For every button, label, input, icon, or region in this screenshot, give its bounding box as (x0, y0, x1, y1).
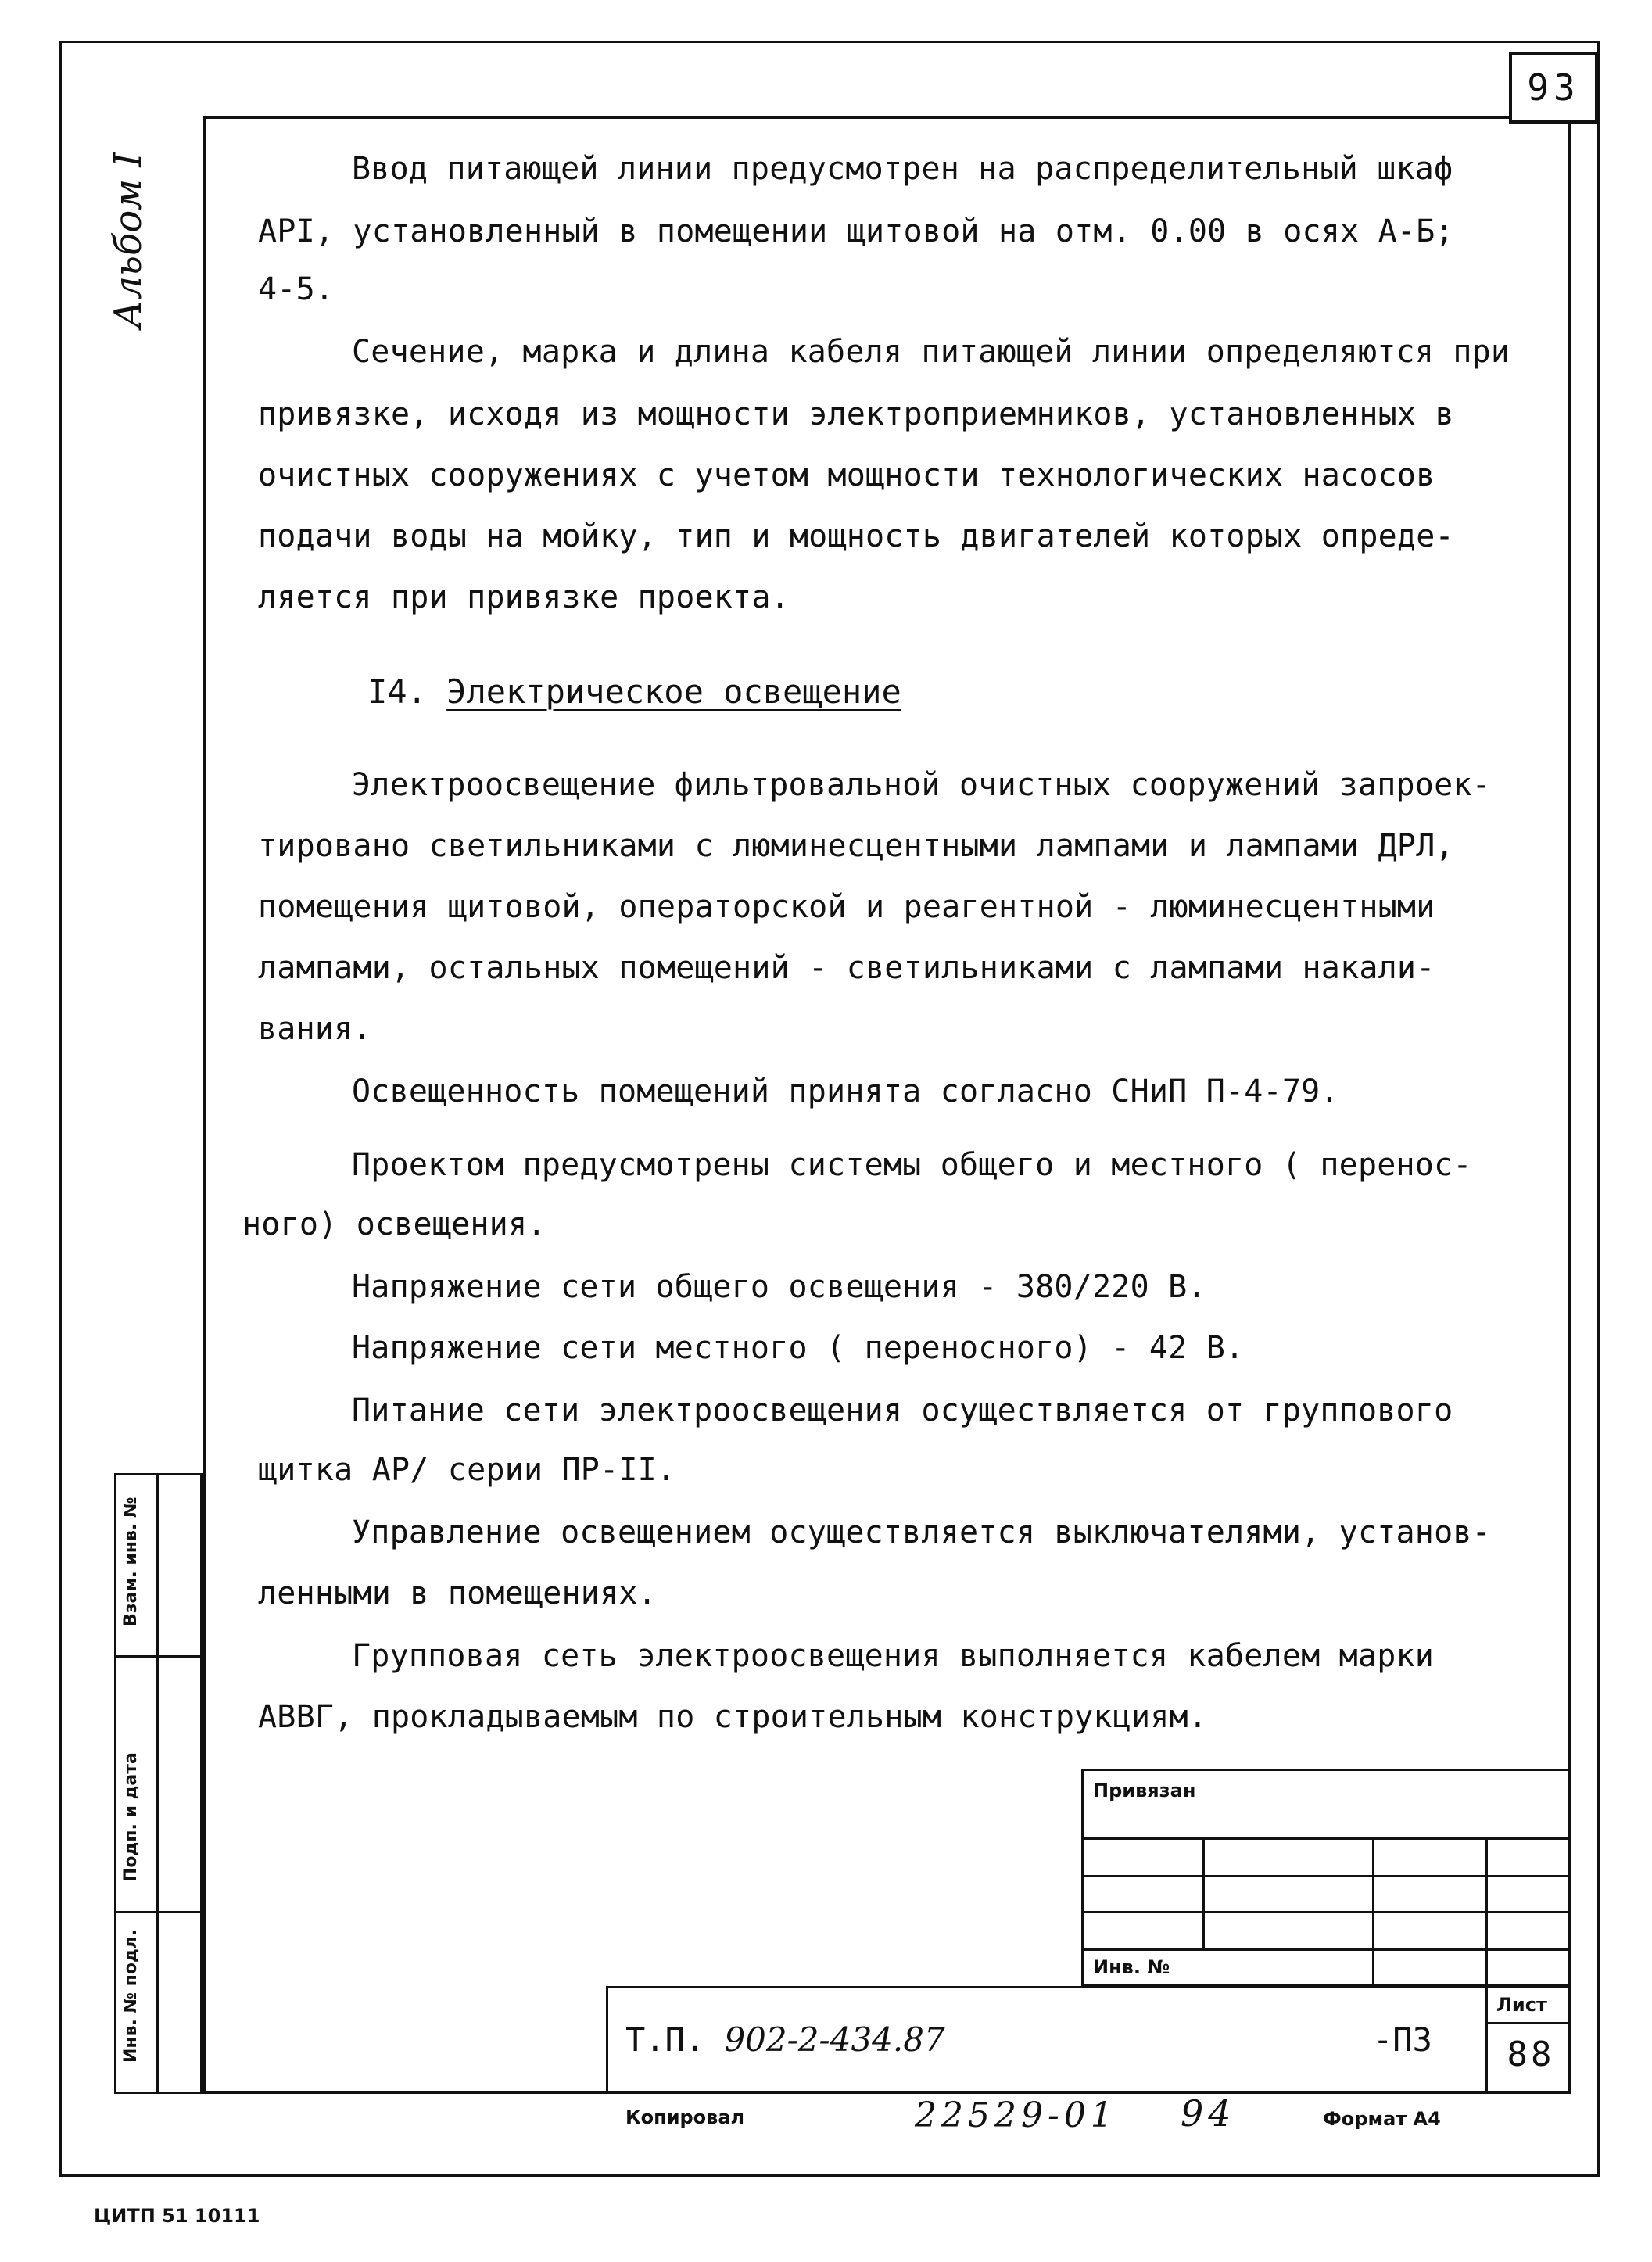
line: АРI, установленный в помещении щитовой на отм. 0.00 в осях А-Б; (258, 213, 1454, 249)
line: Освещенность помещений принята согласно СНиП П-4-79. (352, 1074, 1339, 1109)
line: Напряжение сети местного ( переносного) - 42 В. (352, 1330, 1245, 1366)
line: Проектом предусмотрены системы общего и местного ( перенос- (352, 1147, 1472, 1183)
line: Напряжение сети общего освещения - 380/220 В. (352, 1269, 1206, 1305)
grid-line (1202, 1837, 1205, 1948)
line: лампами, остальных помещений - светильниками с лампами накали- (258, 950, 1435, 986)
privyazan-label: Привязан (1093, 1780, 1196, 1801)
inv-no-label: Инв. № (1093, 1956, 1170, 1978)
line: ленными в помещениях. (258, 1576, 657, 1611)
album-label: Альбом I (106, 152, 150, 328)
line: Питание сети электроосвещения осуществляется от группового (352, 1393, 1453, 1429)
strip-label-vzam: Взам. инв. № (121, 1497, 141, 1626)
order-number: 22529-01 (915, 2095, 1117, 2135)
copy-page-number: 94 (1181, 2092, 1236, 2135)
line: АВВГ, прокладываемым по строительным конструкциям. (258, 1699, 1208, 1735)
strip-podp-data (114, 1655, 203, 1913)
strip-inv-podl (114, 1911, 203, 2094)
strip-vzam-inv (114, 1473, 203, 1658)
kopiroval-label: Копировал (625, 2106, 745, 2128)
line: Ввод питающей линии предусмотрен на распределительный шкаф (352, 151, 1453, 187)
line: Групповая сеть электроосвещения выполняется кабелем марки (352, 1638, 1435, 1674)
line: Сечение, марка и длина кабеля питающей линии определяются при (352, 334, 1510, 370)
grid-line (1372, 1837, 1374, 1986)
line: очистных сооружениях с учетом мощности технологических насосов (258, 457, 1435, 493)
grid-line (1485, 2022, 1571, 2024)
line: тировано светильниками с люминесцентными лампами и лампами ДРЛ, (258, 828, 1454, 864)
strip-cell (116, 1475, 159, 1655)
line: щитка АР/ серии ПР-II. (258, 1452, 676, 1488)
strip-cell (116, 1658, 159, 1911)
line: помещения щитовой, операторской и реагентной - люминесцентными (258, 889, 1435, 925)
line: подачи воды на мойку, тип и мощность двигателей которых опреде- (258, 518, 1454, 554)
strip-label-podp: Подп. и дата (121, 1752, 141, 1882)
line: ляется при привязке проекта. (258, 579, 790, 615)
page-number: 93 (1527, 66, 1580, 109)
grid-line (1485, 1837, 1488, 1986)
line: Управление освещением осуществляется выключателями, установ- (352, 1515, 1491, 1550)
grid-line (1081, 1875, 1571, 1877)
line: привязке, исходя из мощности электроприемников, установленных в (258, 396, 1454, 432)
doc-code-prefix: Т.П. (625, 2020, 705, 2059)
sheet-number: 88 (1507, 2034, 1555, 2074)
line: ного) освещения. (242, 1206, 546, 1242)
line: Электроосвещение фильтровальной очистных сооружений запроек- (352, 767, 1491, 803)
strip-label-inv: Инв. № подл. (121, 1929, 141, 2063)
doc-code-number: 902-2-434.87 (724, 2020, 945, 2059)
printer-stamp: ЦИТП 51 10111 (94, 2205, 260, 2227)
line: вания. (258, 1011, 372, 1047)
strip-cell (116, 1913, 159, 2092)
section-heading (367, 672, 901, 711)
grid-line (1081, 1837, 1571, 1840)
page-number-box (1509, 52, 1598, 124)
section-number: I4. (367, 672, 427, 711)
sheet-label: Лист (1496, 1994, 1547, 2016)
doc-suffix: -ПЗ (1373, 2020, 1432, 2059)
doc-code (625, 2020, 945, 2059)
section-title: Электрическое освещение (446, 672, 901, 711)
line: 4-5. (258, 271, 335, 307)
grid-line (1081, 1948, 1571, 1951)
grid-line (1081, 1911, 1571, 1913)
format-label: Формат А4 (1323, 2108, 1441, 2130)
